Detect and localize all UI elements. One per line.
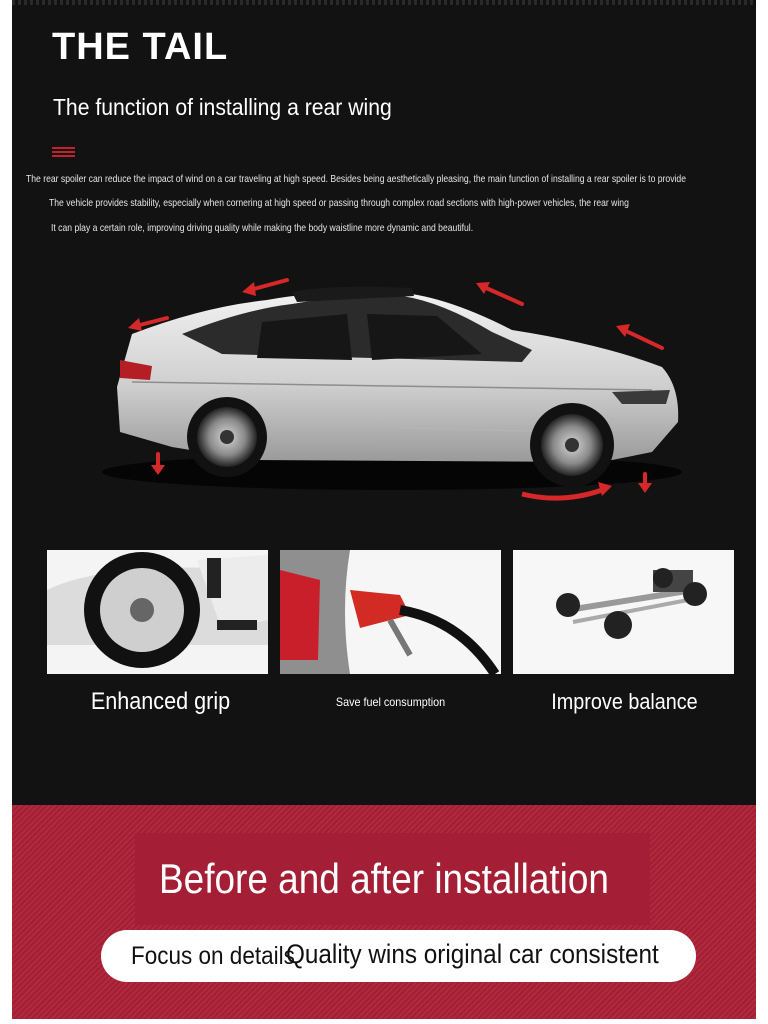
accent-bar	[52, 147, 75, 158]
description-line-1: The rear spoiler can reduce the impact of wind on a car traveling at high speed. Besides being aesthetically pleasing, the main function of installing a rear spoiler is to provide	[26, 173, 686, 185]
installation-banner	[12, 805, 756, 1019]
description-line-2: The vehicle provides stability, especially when cornering at high speed or passing through complex road sections with high-power vehicles, the rear wing	[49, 197, 629, 209]
description-line-3: It can play a certain role, improving driving quality while making the body waistline more dynamic and beautiful.	[51, 222, 474, 234]
page-subtitle: The function of installing a rear wing	[53, 94, 392, 120]
page-title: THE TAIL	[52, 26, 229, 68]
banner-pill	[101, 930, 696, 982]
fuel-photo	[280, 550, 501, 674]
top-border	[12, 0, 756, 5]
dark-panel	[12, 0, 756, 805]
caption-balance: Improve balance	[551, 689, 698, 714]
grip-photo	[47, 550, 268, 674]
quality-text: Quality wins original car consistent	[286, 939, 659, 969]
balance-photo	[513, 550, 734, 674]
banner-title: Before and after installation	[159, 855, 609, 902]
car-illustration	[92, 262, 692, 522]
focus-details-text: Focus on details	[131, 942, 295, 970]
caption-grip: Enhanced grip	[90, 688, 231, 715]
caption-fuel: Save fuel consumption	[335, 695, 446, 709]
